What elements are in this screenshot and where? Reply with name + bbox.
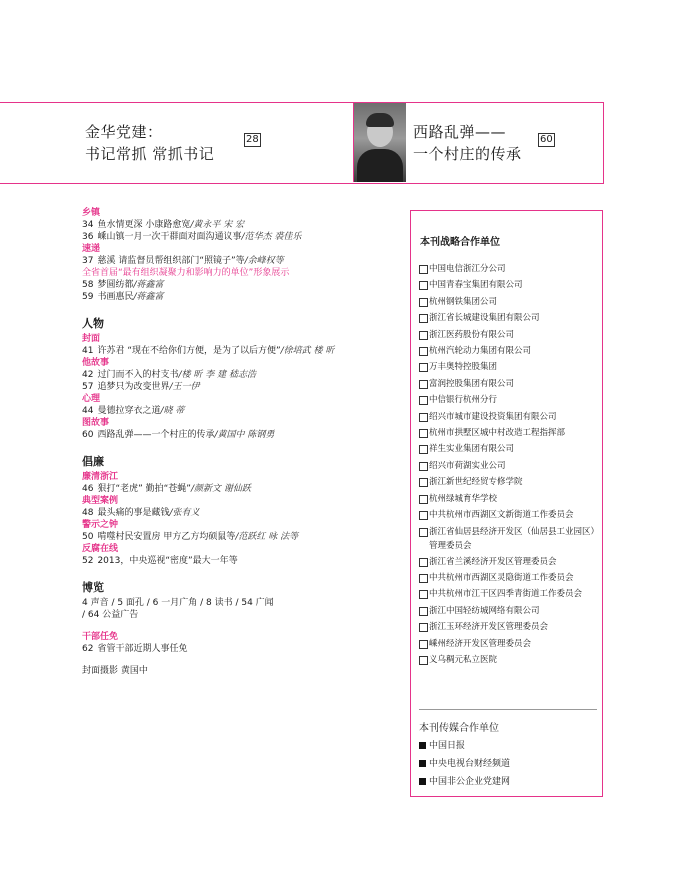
entry-author: /楼 昕 李 建 嵇志浩 [178, 370, 256, 380]
feature-right-title-line2: 一个村庄的传承 [413, 145, 522, 163]
toc-entry[interactable] [82, 429, 397, 441]
toc-entry[interactable] [82, 255, 397, 267]
special-feature-line[interactable]: 全省首届“最有组织凝聚力和影响力的单位”形象展示 [82, 268, 290, 278]
partner-item: 绍兴市荷湖实业公司 [419, 458, 601, 474]
toc-entry[interactable] [82, 279, 397, 291]
page-number: 37 [82, 256, 94, 266]
partner-item: 浙江省长城建设集团有限公司 [419, 310, 601, 326]
toc-entry[interactable] [82, 291, 397, 303]
category-label: 封面 [82, 334, 101, 344]
cover-photo-credit: 封面摄影 黄国中 [82, 666, 148, 676]
entry-author: /晓 蒂 [160, 406, 185, 416]
page-number: 44 [82, 406, 94, 416]
page-number: 60 [82, 430, 94, 440]
toc-entry[interactable] [82, 231, 397, 243]
toc-entry[interactable] [82, 219, 397, 231]
partner-item: 中共杭州市西湖区灵隐街道工作委员会 [419, 570, 601, 586]
category-label: 图故事 [82, 418, 110, 428]
toc-entry[interactable] [82, 381, 397, 393]
partner-item: 中国电信浙江分公司 [419, 261, 601, 277]
partner-item: 浙江玉环经济开发区管理委员会 [419, 619, 601, 635]
partner-item: 富润控股集团有限公司 [419, 376, 601, 392]
entry-title: 书画惠民 [97, 292, 134, 302]
category-label: 他故事 [82, 358, 110, 368]
category-label: 乡镇 [82, 208, 101, 218]
media-partners-list [419, 737, 510, 791]
page-number: 46 [82, 484, 94, 494]
partner-item: 义乌稠元私立医院 [419, 652, 601, 668]
feature-right-title[interactable] [413, 121, 522, 165]
category-label: 典型案例 [82, 496, 119, 506]
partner-item: 绍兴市城市建设投资集团有限公司 [419, 409, 601, 425]
partner-item: 杭州钢铁集团公司 [419, 294, 601, 310]
media-partner-item: 中央电视台财经频道 [419, 755, 510, 773]
page-number: 59 [82, 292, 94, 302]
entry-author: /范华杰 裘佳乐 [241, 232, 302, 242]
entry-title: 过门而不入的村支书 [97, 370, 179, 380]
page-number: 42 [82, 370, 94, 380]
entry-author: /黄永平 宋 宏 [190, 220, 245, 230]
page-number: 50 [82, 532, 94, 542]
media-partner-item: 中国日报 [419, 737, 510, 755]
feature-right-title-line1: 西路乱弹—— [413, 123, 507, 141]
media-partners-title: 本刊传媒合作单位 [419, 723, 499, 734]
category-label: 干部任免 [82, 632, 119, 642]
entry-author: /余峰权等 [244, 256, 284, 266]
media-partner-item: 中国非公企业党建网 [419, 773, 510, 791]
portrait-photo [354, 103, 406, 182]
entry-author: /颜新文 谢仙跃 [190, 484, 251, 494]
browse-line[interactable]: / 64 公益广告 [82, 610, 139, 620]
toc-entry[interactable] [82, 345, 397, 357]
entry-title: 狠打“老虎” 勤拍“苍蝇” [97, 484, 191, 494]
partner-item: 中国青春宝集团有限公司 [419, 277, 601, 293]
partner-item: 中共杭州市西湖区文新街道工作委员会 [419, 507, 601, 523]
page-number: 48 [82, 508, 94, 518]
partner-item: 杭州市拱墅区城中村改造工程指挥部 [419, 425, 601, 441]
category-label: 廉清浙江 [82, 472, 119, 482]
feature-left-title[interactable] [85, 121, 214, 165]
toc-entry[interactable] [82, 507, 397, 519]
toc-entry[interactable] [82, 405, 397, 417]
entry-author: /徐培武 楼 昕 [280, 346, 335, 356]
partners-list [419, 261, 601, 668]
entry-author: /王一伊 [169, 382, 200, 392]
toc-entry[interactable] [82, 369, 397, 381]
entry-author: /蒋鑫富 [133, 292, 164, 302]
entry-title: 省管干部近期人事任免 [97, 644, 188, 654]
page-number: 41 [82, 346, 94, 356]
partner-item: 祥生实业集团有限公司 [419, 441, 601, 457]
entry-author: /范跃红 咏 法等 [235, 532, 299, 542]
feature-left-page-number: 28 [246, 134, 259, 145]
section-heading: 人物 [82, 317, 104, 330]
partner-item: 中信银行杭州分行 [419, 392, 601, 408]
entry-author: /蒋鑫富 [133, 280, 164, 290]
entry-title: 曼德拉穿衣之道 [97, 406, 161, 416]
entry-title: 啃噬村民安置房 甲方乙方均硕鼠等 [97, 532, 236, 542]
partner-item: 浙江省仙居县经济开发区（仙居县工业园区）管理委员会 [419, 524, 601, 554]
feature-right-page-number: 60 [540, 134, 553, 145]
section-heading: 倡廉 [82, 455, 104, 468]
entry-title: 许苏君 “现在不给你们方便，是为了以后方便” [97, 346, 281, 356]
partner-item: 嵊州经济开发区管理委员会 [419, 636, 601, 652]
entry-title: 最头痛的事是藏钱 [97, 508, 170, 518]
entry-title: 2013，中央巡视“密度”最大一年 [97, 556, 229, 566]
partner-item: 杭州汽轮动力集团有限公司 [419, 343, 601, 359]
feature-banner [0, 102, 604, 184]
entry-title: 鱼水情更深 小康路愈宽 [97, 220, 191, 230]
banner-divider [353, 103, 354, 182]
portrait-hair [366, 113, 394, 127]
partners-divider [419, 709, 597, 710]
entry-title: 西路乱弹——一个村庄的传承 [97, 430, 215, 440]
page-number: 58 [82, 280, 94, 290]
partner-item: 浙江新世纪经贸专修学院 [419, 474, 601, 490]
category-label: 心理 [82, 394, 101, 404]
partner-item: 浙江医药股份有限公司 [419, 327, 601, 343]
page-number: 52 [82, 556, 94, 566]
partner-item: 中共杭州市江干区四季青街道工作委员会 [419, 586, 601, 602]
feature-left-title-line2: 书记常抓 常抓书记 [85, 145, 215, 163]
category-label: 警示之钟 [82, 520, 119, 530]
partners-title: 本刊战略合作单位 [420, 237, 500, 248]
category-label: 反腐在线 [82, 544, 119, 554]
entry-author: /黄国中 陈钢勇 [214, 430, 275, 440]
portrait-body [357, 149, 403, 182]
page-number: 62 [82, 644, 94, 654]
partner-item: 杭州绿城育华学校 [419, 491, 601, 507]
partner-item: 万丰奥特控股集团 [419, 359, 601, 375]
partners-box [410, 210, 603, 797]
table-of-contents [82, 207, 397, 677]
entry-title: 梦圆纺都 [97, 280, 134, 290]
entry-author: 等 [228, 556, 238, 566]
entry-title: 嵊山镇一月一次干群面对面沟通议事 [97, 232, 242, 242]
category-label: 速递 [82, 244, 101, 254]
partner-item: 浙江中国轻纺城网络有限公司 [419, 603, 601, 619]
page-number: 34 [82, 220, 94, 230]
toc-entry[interactable] [82, 555, 397, 567]
entry-author: /张有义 [169, 508, 200, 518]
entry-title: 追梦只为改变世界 [97, 382, 170, 392]
browse-line[interactable]: 4 声音 / 5 面孔 / 6 一月广角 / 8 读书 / 54 广闻 [82, 598, 274, 608]
page-number: 57 [82, 382, 94, 392]
toc-entry[interactable] [82, 531, 397, 543]
entry-title: 慈溪 请监督员帮组织部门“照镜子”等 [97, 256, 245, 266]
partner-item: 浙江省兰溪经济开发区管理委员会 [419, 554, 601, 570]
page-number: 36 [82, 232, 94, 242]
toc-entry[interactable] [82, 483, 397, 495]
section-heading: 博览 [82, 581, 104, 594]
toc-entry[interactable] [82, 643, 397, 655]
feature-left-title-line1: 金华党建： [85, 123, 163, 141]
